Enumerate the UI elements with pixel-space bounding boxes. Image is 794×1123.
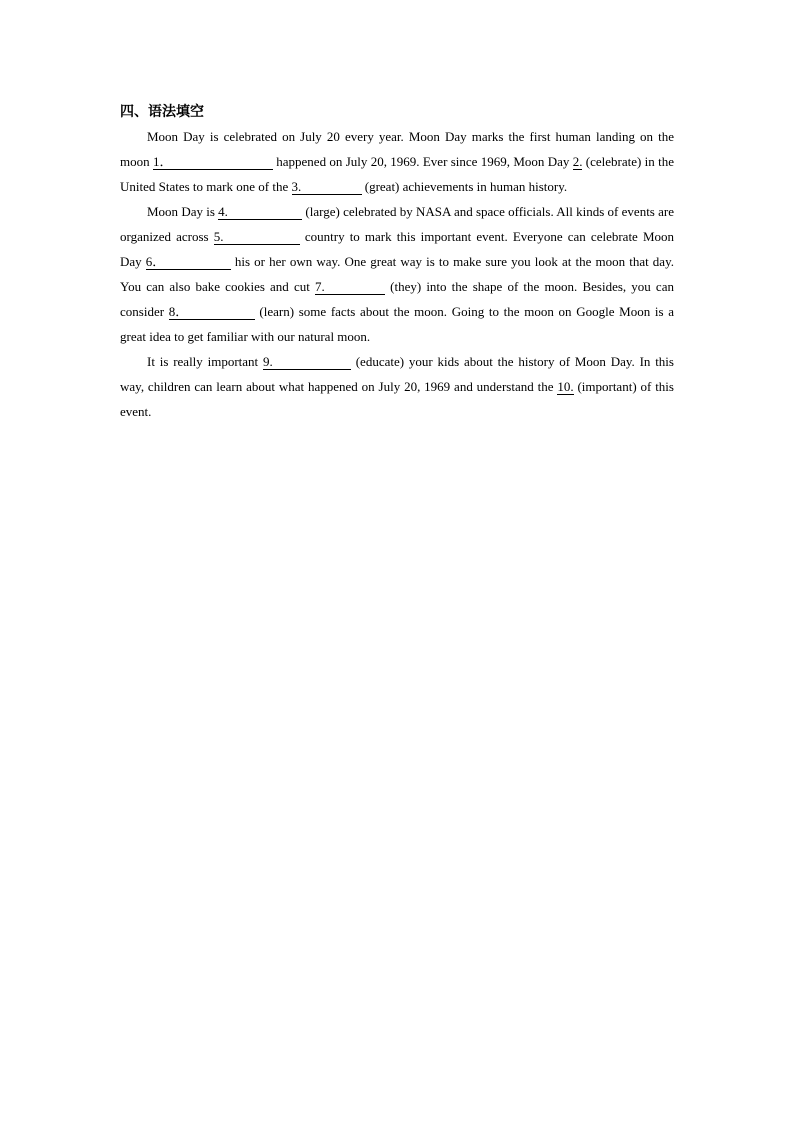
blank-6: 6． bbox=[146, 254, 231, 270]
paragraph-2 bbox=[120, 199, 674, 349]
blank-2: 2. bbox=[572, 154, 583, 169]
blank-4: 4. bbox=[218, 204, 302, 220]
paragraph-2-text-5: (they) into the shape of the moon. Besides, you can consider bbox=[120, 279, 674, 319]
paragraph-1-text-4: (great) achievements in human history. bbox=[361, 179, 568, 194]
paragraph-3-text-1: It is really important bbox=[147, 354, 263, 369]
paragraph-2-text-2: (large) celebrated by NASA and space officials. All kinds of events are organized across bbox=[120, 204, 674, 244]
blank-10: 10. bbox=[557, 379, 574, 394]
paragraph-2-text-3: country to mark this important event. Everyone can celebrate Moon Day bbox=[120, 229, 674, 269]
paragraph-1-text-1: Moon Day is celebrated on July 20 every year. Moon Day marks the first human landing on the moon bbox=[120, 129, 674, 169]
blank-8: 8． bbox=[169, 304, 255, 320]
paragraph-2-text-1: Moon Day is bbox=[147, 204, 219, 219]
paragraph-3-text-3: (important) of this event. bbox=[120, 379, 674, 419]
paragraph-3 bbox=[120, 349, 674, 424]
blank-7: 7. bbox=[315, 279, 385, 295]
paragraph-1-text-3: (celebrate) in the United States to mark one of the bbox=[120, 154, 674, 194]
paragraph-2-text-4: his or her own way. One great way is to make sure you look at the moon that day. You can also bake cookies and cut bbox=[120, 254, 674, 294]
section-heading: 四、语法填空 bbox=[120, 104, 204, 120]
paragraph-1 bbox=[120, 124, 674, 199]
blank-9: 9. bbox=[263, 354, 351, 370]
blank-3: 3. bbox=[292, 179, 362, 195]
blank-5: 5. bbox=[214, 229, 300, 245]
paragraph-3-text-2: (educate) your kids about the history of Moon Day. In this way, children can learn about what happened on July 20, 1969 and understand the bbox=[120, 354, 674, 394]
blank-1: 1． bbox=[153, 154, 273, 170]
paragraph-2-text-6: (learn) some facts about the moon. Going to the moon on Google Moon is a great idea to get familiar with our natural moon. bbox=[120, 304, 674, 344]
paragraph-1-text-2: happened on July 20, 1969. Ever since 1969, Moon Day bbox=[272, 154, 573, 169]
exercise-section bbox=[120, 102, 674, 424]
